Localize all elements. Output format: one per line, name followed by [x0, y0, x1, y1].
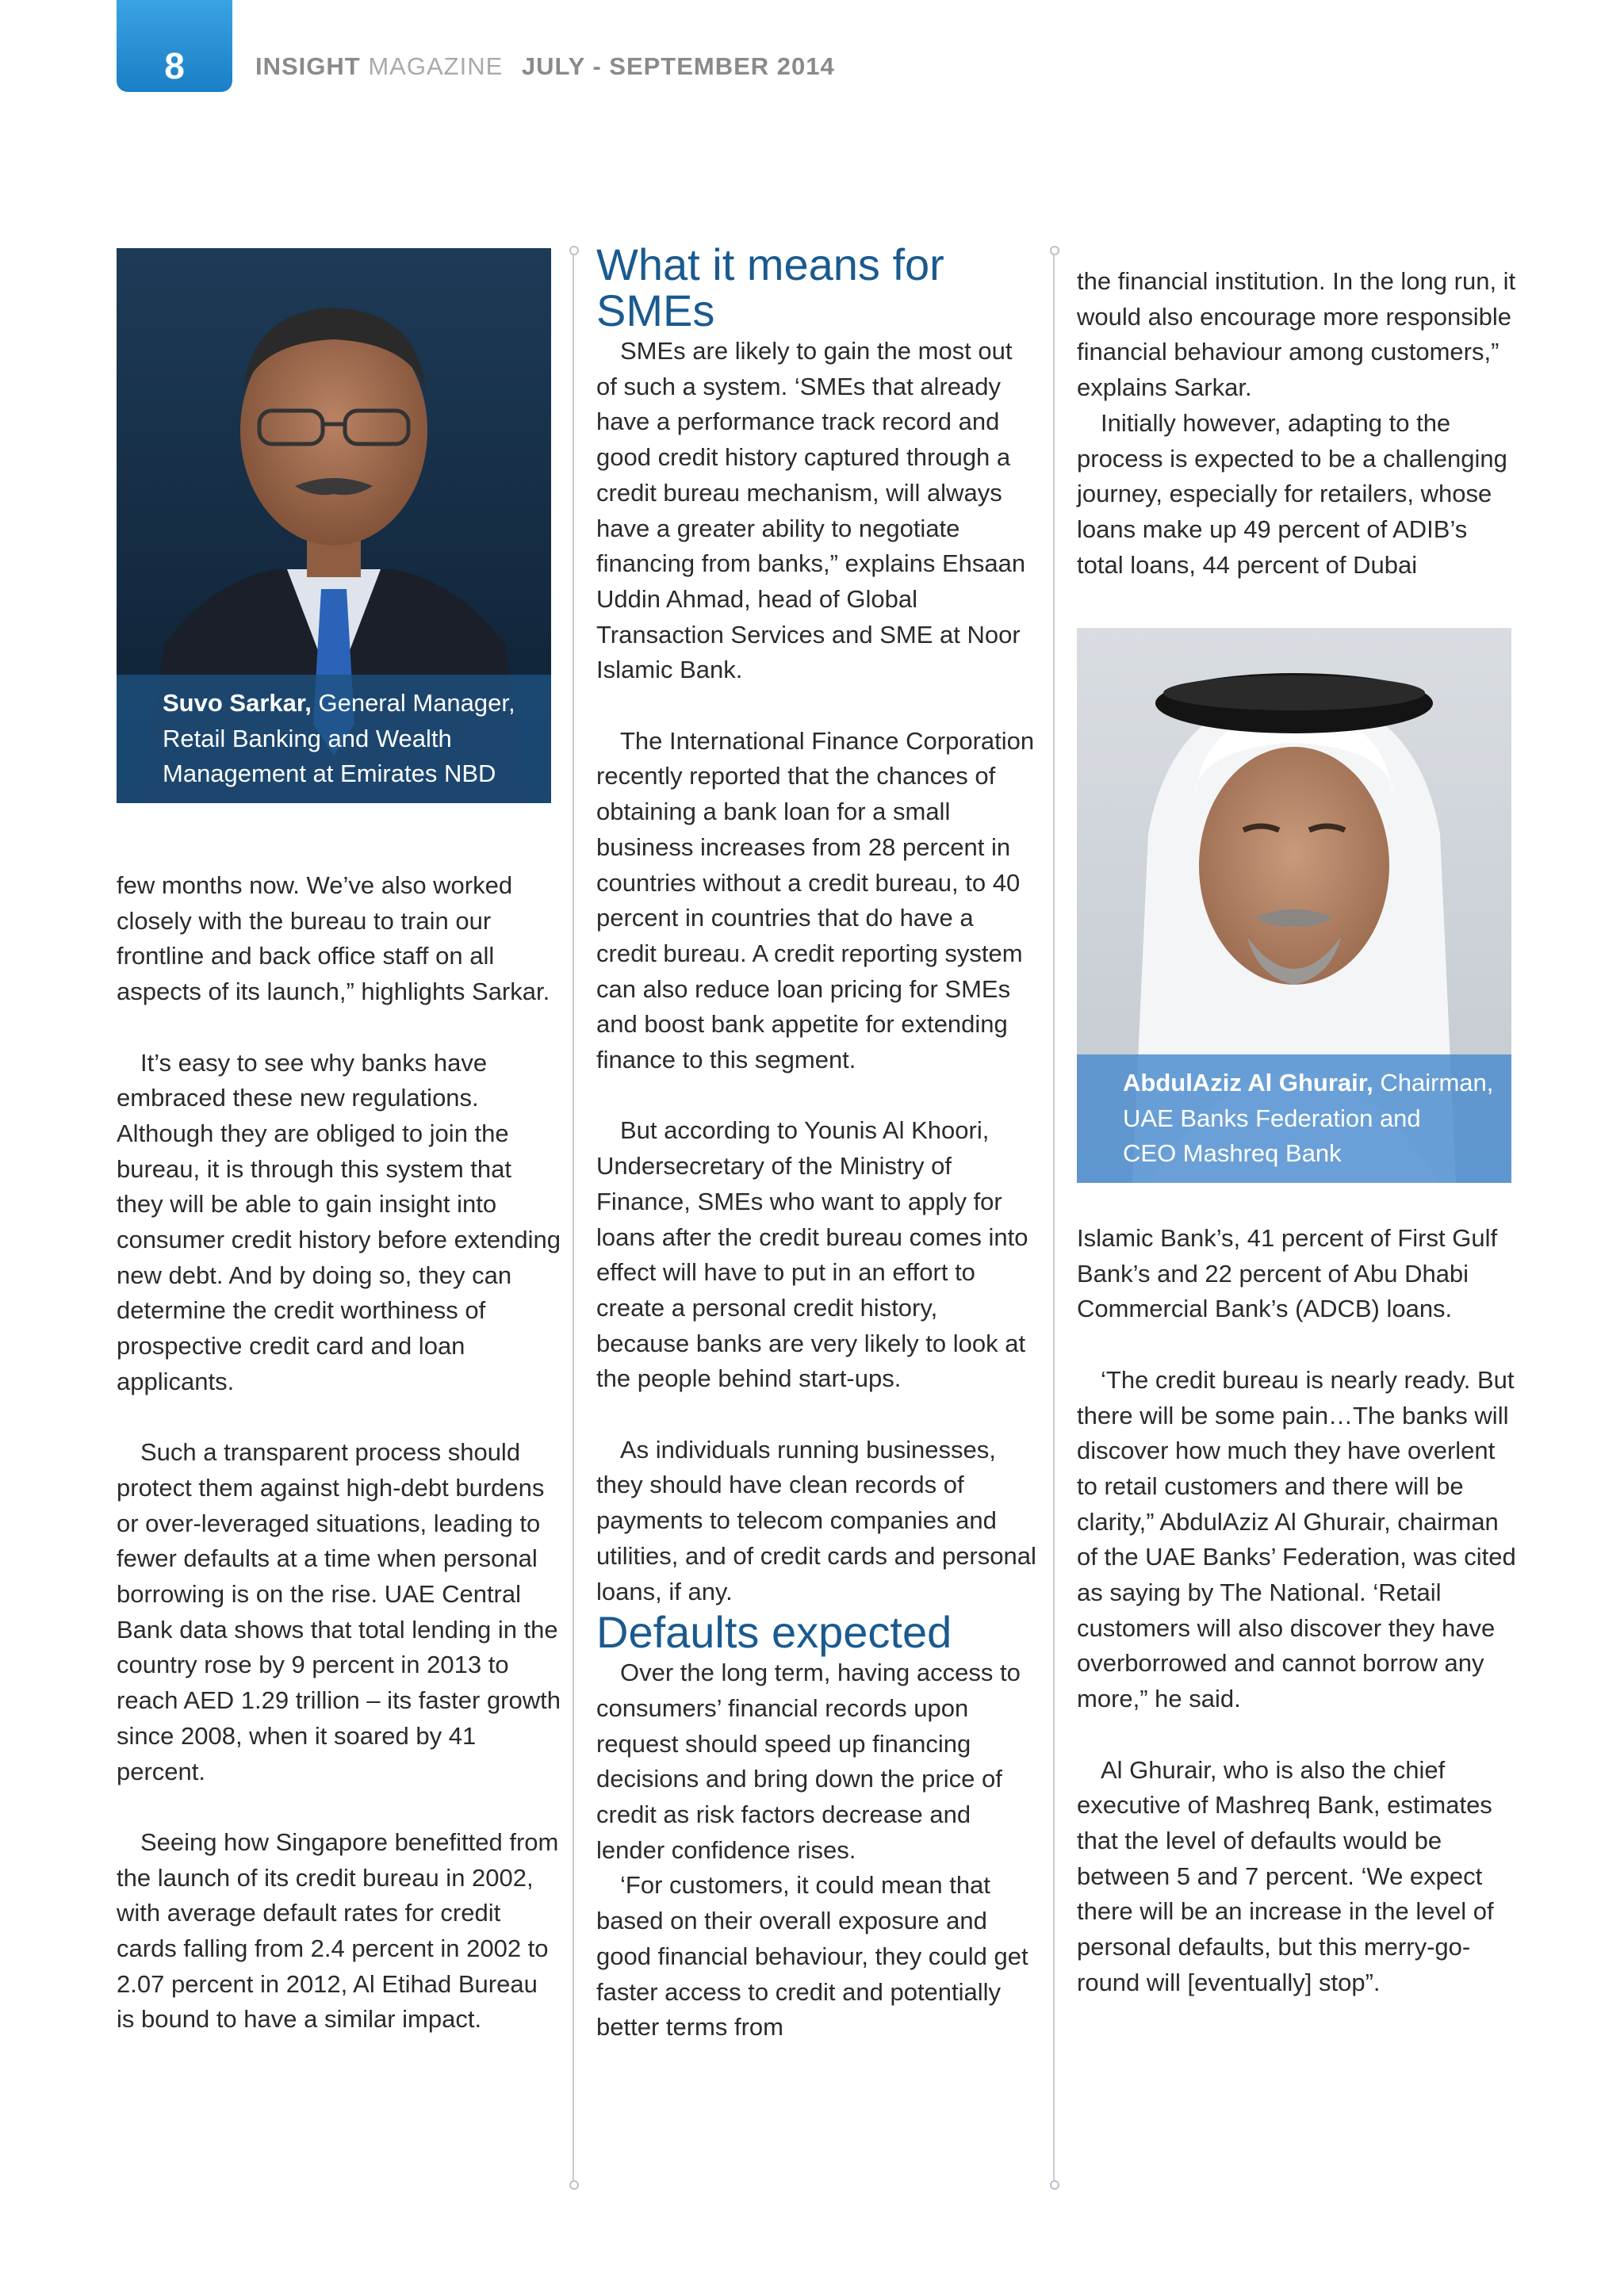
paragraph: The International Finance Corporation recently reported that the chances of obtaining a bank loan for a small business increases from 28 percent in countries without a credit bureau, to 40 percent in countries that do have a credit bureau. A credit reporting system can also reduce loan pricing for SMEs and boost bank appetite for extending finance to this segment.: [596, 726, 1035, 1074]
column-divider: [573, 252, 574, 2183]
caption-role-2: UAE Banks Federation and: [1123, 1104, 1421, 1132]
caption-name: Suvo Sarkar,: [163, 688, 312, 717]
section-heading-defaults: Defaults expected: [596, 1607, 952, 1658]
portrait-abdulaziz-al-ghurair: [1077, 628, 1511, 1183]
paragraph: Initially however, adapting to the process is expected to be a challenging journey, especially for retailers, whose loans make up 49 percent of ADIB’s total loans, 44 percent of Dubai: [1077, 408, 1507, 579]
paragraph: Over the long term, having access to consumers’ financial records upon request should speed up financing decisions and bring down the price of credit as risk factors decrease and lender confidence rises.: [596, 1659, 1021, 1864]
page-number: 8: [164, 45, 185, 86]
paragraph: But according to Younis Al Khoori, Undersecretary of the Ministry of Finance, SMEs who want to apply for loans after the credit bureau comes into effect will have to put in an effort to create a personal credit history, because banks are very likely to look at the people behind start-ups.: [596, 1116, 1028, 1393]
paragraph: the financial institution. In the long run, it would also encourage more responsible financial behaviour among customers,” explains Sarkar.: [1077, 267, 1516, 402]
article-column-right-bottom: [1077, 1221, 1517, 2000]
portrait-caption-right: [1077, 1054, 1511, 1183]
running-head: [255, 52, 835, 81]
caption-role-3: Management at Emirates NBD: [163, 760, 496, 788]
article-column-right-top: [1077, 264, 1517, 583]
article-column-left: [117, 868, 561, 2038]
paragraph: SMEs are likely to gain the most out of such a system. ‘SMEs that already have a performance track record and good credit history captured through a credit bureau mechanism, will always have a greater ability to negotiate financing from banks,” explains Ehsaan Uddin Ahmad, head of Global Transaction Services and SME at Noor Islamic Bank.: [596, 337, 1026, 684]
magazine-name-bold: INSIGHT: [255, 52, 361, 80]
caption-role-2: Retail Banking and Wealth: [163, 724, 452, 752]
section-heading-smes: What it means for SMEs: [596, 239, 944, 335]
caption-role-3: CEO Mashreq Bank: [1123, 1139, 1342, 1168]
portrait-caption-left: [117, 675, 551, 803]
caption-role-1: Chairman,: [1380, 1068, 1494, 1096]
issue-date: JULY - SEPTEMBER 2014: [521, 52, 835, 80]
paragraph: It’s easy to see why banks have embraced these new regulations. Although they are obliged to join the bureau, it is through this system that they will be able to gain insight into consumer credit history before extending new debt. And by doing so, they can determine the credit worthiness of prospective credit card and loan applicants.: [117, 1048, 561, 1395]
paragraph: Islamic Bank’s, 41 percent of First Gulf Bank’s and 22 percent of Abu Dhabi Commercial Bank’s (ADCB) loans.: [1077, 1224, 1498, 1323]
magazine-name-light: MAGAZINE: [368, 52, 504, 80]
paragraph: Al Ghurair, who is also the chief executive of Mashreq Bank, estimates that the level of defaults would be between 5 and 7 percent. ‘We expect there will be an increase in the level of personal defaults, but this merry-go-round will [eventually] stop”.: [1077, 1755, 1494, 1996]
caption-name: AbdulAziz Al Ghurair,: [1123, 1068, 1373, 1096]
paragraph: Seeing how Singapore benefitted from the launch of its credit bureau in 2002, with average default rates for credit cards falling from 2.4 percent in 2002 to 2.07 percent in 2012, Al Etihad Bureau is bound to have a similar impact.: [117, 1827, 559, 2034]
paragraph: ‘The credit bureau is nearly ready. But there will be some pain…The banks will discover how much they have overlent to retail customers and there will be clarity,” AbdulAziz Al Ghurair, chairman of the UAE Banks’ Federation, was cited as saying by The National. ‘Retail customers will also discover they have overborrowed and cannot borrow any more,” he said.: [1077, 1365, 1516, 1713]
portrait-suvo-sarkar: [117, 248, 551, 803]
caption-role-1: General Manager,: [318, 688, 515, 717]
page-number-tab: [117, 0, 232, 92]
paragraph: Such a transparent process should protect them against high-debt burdens or over-leveraged situations, leading to fewer defaults at a time when personal borrowing is on the rise. UAE Central Bank data shows that total lending in the country rose by 9 percent in 2013 to reach AED 1.29 trillion – its faster growth since 2008, when it soared by 41 percent.: [117, 1438, 561, 1785]
paragraph: As individuals running businesses, they should have clean records of payments to telecom companies and utilities, and of credit cards and personal loans, if any.: [596, 1435, 1036, 1605]
article-column-middle: [596, 239, 1036, 2045]
column-divider: [1053, 252, 1055, 2183]
paragraph: ‘For customers, it could mean that based on their overall exposure and good financial behaviour, they could get faster access to credit and potentially better terms from: [596, 1871, 1028, 2042]
paragraph: few months now. We’ve also worked closely with the bureau to train our frontline and back office staff on all aspects of its launch,” highlights Sarkar.: [117, 871, 550, 1006]
